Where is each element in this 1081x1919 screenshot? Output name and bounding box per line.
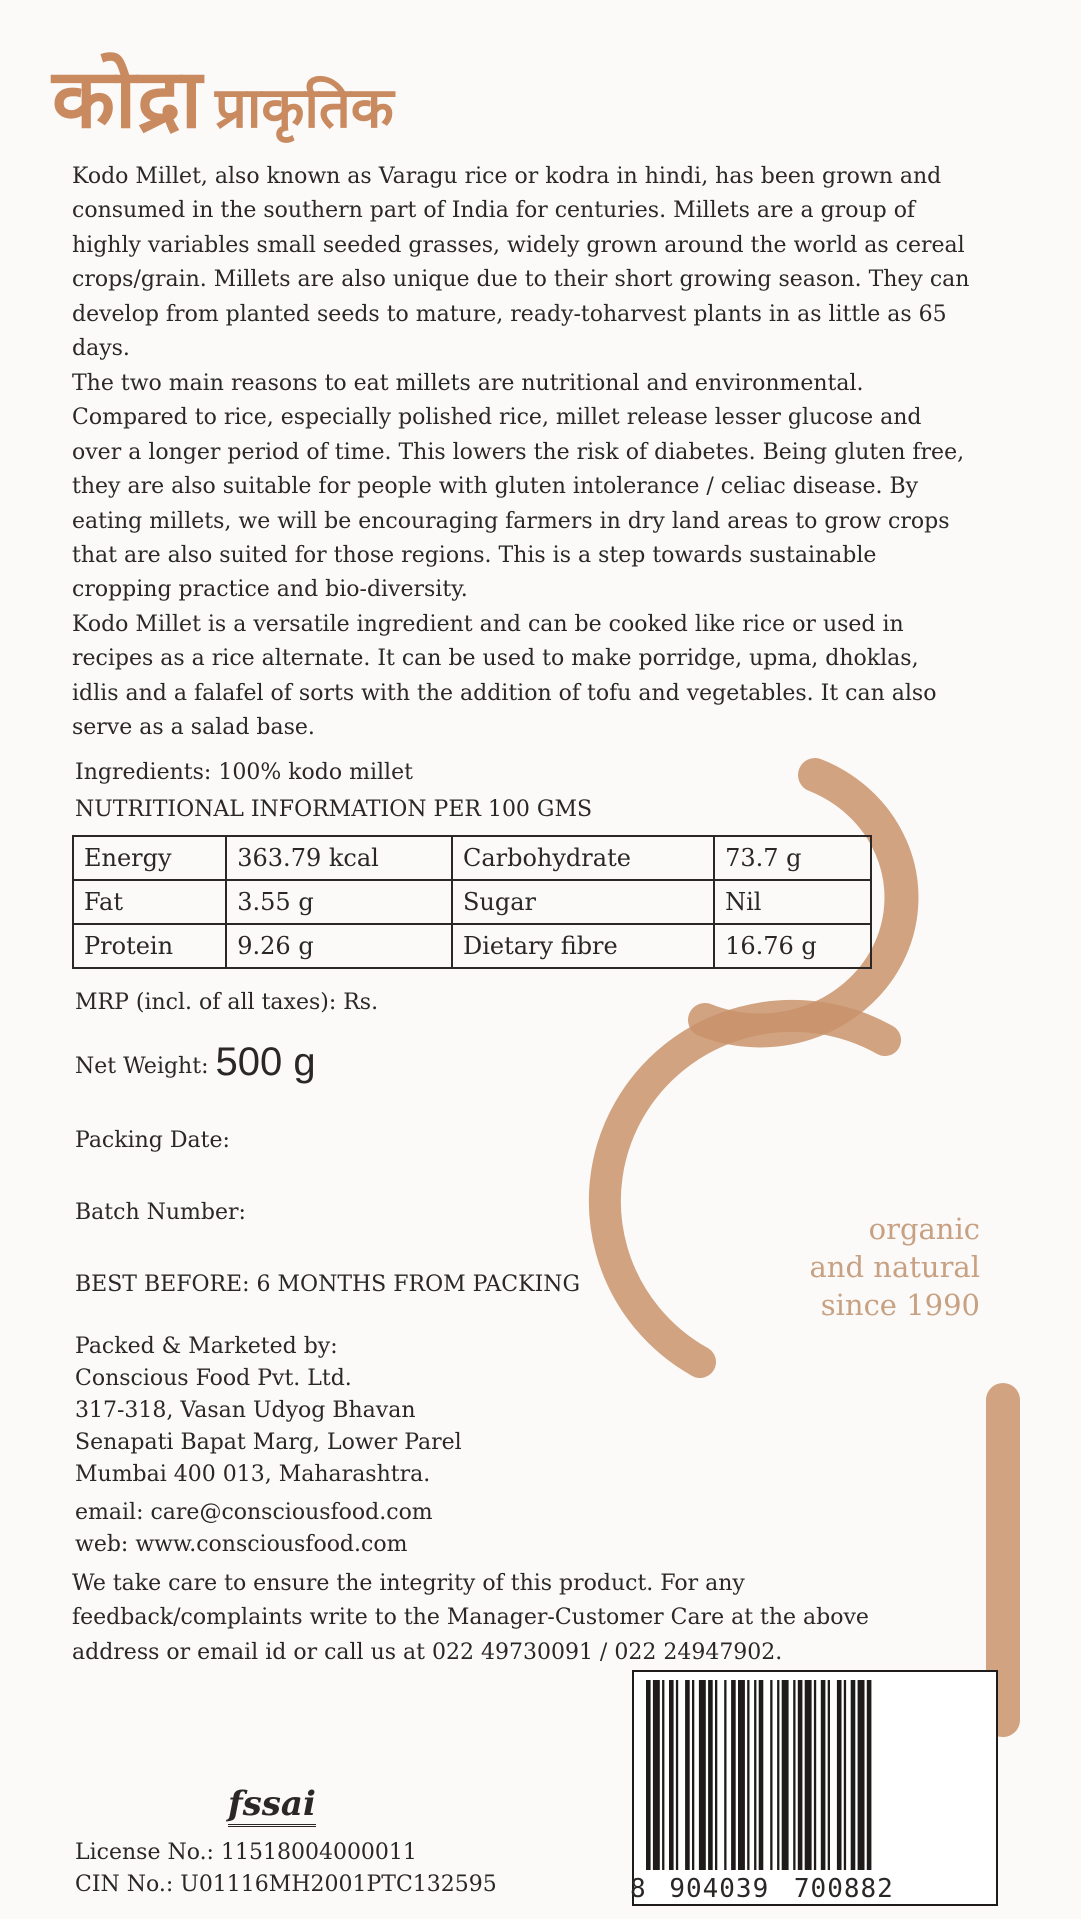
nutrient-name: Fat <box>73 880 226 924</box>
nutrient-name: Protein <box>73 924 226 968</box>
nutrient-value: 9.26 g <box>226 924 452 968</box>
title-hindi-main: कोद्रा <box>52 52 203 147</box>
net-weight-value: 500 g <box>215 1040 316 1084</box>
nutrition-heading: NUTRITIONAL INFORMATION PER 100 GMS <box>75 797 593 822</box>
brand-tagline-3: since 1990 <box>820 1288 980 1322</box>
nutrient-name: Dietary fibre <box>452 924 714 968</box>
mrp-line: MRP (incl. of all taxes): Rs. <box>75 990 379 1015</box>
nutrition-table <box>72 835 872 969</box>
nutrient-value: 16.76 g <box>714 924 871 968</box>
packer-web: web: www.consciousfood.com <box>75 1532 408 1557</box>
net-weight-label: Net Weight: <box>75 1054 209 1079</box>
customer-care-note: We take care to ensure the integrity of this product. For any feedback/complaints write to the Manager-Customer Care at the above address or email id or call us at 022 49730091 / 022 24947902. <box>72 1571 869 1665</box>
nutrient-name: Carbohydrate <box>452 836 714 880</box>
table-row <box>73 880 871 924</box>
barcode-digits-right: 700882 <box>793 1874 894 1904</box>
packing-date: Packing Date: <box>75 1128 230 1153</box>
nutrient-name: Sugar <box>452 880 714 924</box>
nutrient-name: Energy <box>73 836 226 880</box>
packer-email: email: care@consciousfood.com <box>75 1500 433 1525</box>
packer-heading: Packed & Marketed by: <box>75 1334 338 1359</box>
table-row <box>73 836 871 880</box>
nutrient-value: 73.7 g <box>714 836 871 880</box>
brand-tagline-2: and natural <box>809 1250 980 1284</box>
nutrient-value: 363.79 kcal <box>226 836 452 880</box>
brand-tagline-1: organic <box>868 1212 980 1246</box>
description-paragraph-2: The two main reasons to eat millets are nutritional and environmental. Compared to rice, especially polished rice, millet release lesser glucose and over a longer period of time. This lowers the risk of diabetes. Being gluten free, they are also suitable for people with gluten intolerance / celiac disease. By eating millets, we will be encouraging farmers in dry land areas to grow crops that are also suited for those regions. This is a step towards sustainable cropping practice and bio-diversity. <box>72 371 965 603</box>
net-weight <box>75 1040 316 1085</box>
packer-address-3: Mumbai 400 013, Maharashtra. <box>75 1462 431 1487</box>
barcode-digits-left: 904039 <box>669 1874 770 1904</box>
nutrient-value: Nil <box>714 880 871 924</box>
description-paragraph-1: Kodo Millet, also known as Varagu rice or kodra in hindi, has been grown and consumed in the southern part of India for centuries. Millets are a group of highly variables small seeded grasses, widely grown around the world as cereal crops/grain. Millets are also unique due to their short growing season. They can develop from planted seeds to mature, ready-toharvest plants in as little as 65 days. <box>72 164 970 362</box>
best-before: BEST BEFORE: 6 MONTHS FROM PACKING <box>75 1272 581 1297</box>
packer-address-2: Senapati Bapat Marg, Lower Parel <box>75 1430 462 1455</box>
barcode <box>642 1680 984 1870</box>
ingredients-line: Ingredients: 100% kodo millet <box>75 760 413 785</box>
batch-number: Batch Number: <box>75 1200 246 1225</box>
license-number: License No.: 11518004000011 <box>75 1840 417 1865</box>
packer-company: Conscious Food Pvt. Ltd. <box>75 1366 352 1391</box>
barcode-number <box>630 1874 1000 1904</box>
table-row <box>73 924 871 968</box>
packer-address-1: 317-318, Vasan Udyog Bhavan <box>75 1398 416 1423</box>
nutrient-value: 3.55 g <box>226 880 452 924</box>
title-hindi-sub: प्राकृतिक <box>215 76 394 141</box>
barcode-digit-lead: 8 <box>630 1874 647 1904</box>
fssai-logo: fssai <box>228 1784 316 1827</box>
cin-number: CIN No.: U01116MH2001PTC132595 <box>75 1872 497 1897</box>
description-paragraph-3: Kodo Millet is a versatile ingredient and can be cooked like rice or used in recipes as a rice alternate. It can be used to make porridge, upma, dhoklas, idlis and a falafel of sorts with the addition of tofu and vegetables. It can also serve as a salad base. <box>72 612 937 741</box>
